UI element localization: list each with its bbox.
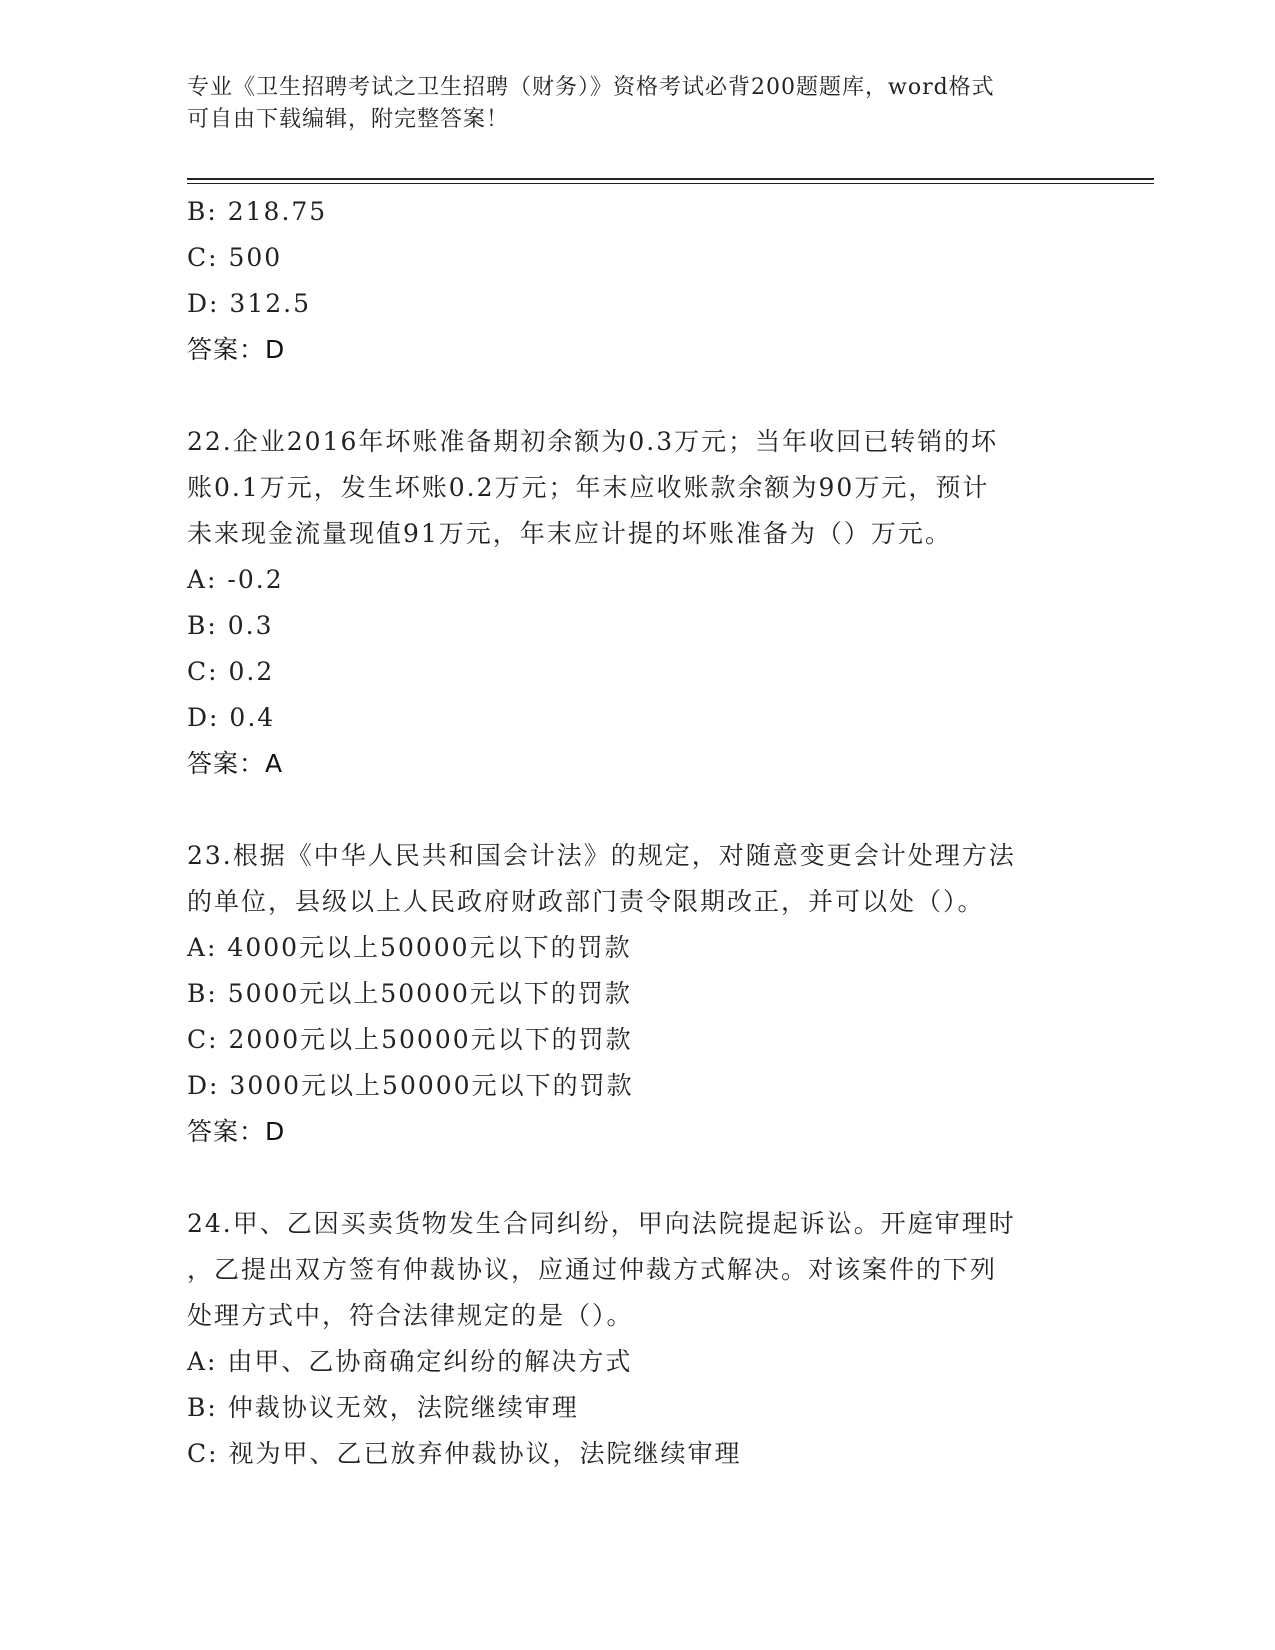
option-b: B: 0.3 xyxy=(187,611,274,640)
question-text: 未来现金流量现值91万元，年末应计提的坏账准备为（）万元。 xyxy=(187,519,952,548)
question-21-tail xyxy=(187,189,1087,373)
answer-line: 答案：A xyxy=(187,749,284,778)
question-text: ，乙提出双方签有仲裁协议，应通过仲裁方式解决。对该案件的下列 xyxy=(187,1255,998,1284)
option-b: B: 218.75 xyxy=(187,197,328,226)
header-rule-thick xyxy=(187,178,1154,180)
question-text: 的单位，县级以上人民政府财政部门责令限期改正，并可以处（）。 xyxy=(187,887,985,916)
question-list xyxy=(187,189,1087,1477)
option-d: D: 0.4 xyxy=(187,703,276,732)
header-rule-thin xyxy=(187,183,1154,184)
question-22 xyxy=(187,419,1087,787)
option-c: C: 500 xyxy=(187,243,283,272)
option-b: B: 5000元以上50000元以下的罚款 xyxy=(187,979,632,1008)
option-b: B: 仲裁协议无效，法院继续审理 xyxy=(187,1393,579,1422)
option-c: C: 0.2 xyxy=(187,657,275,686)
question-text: 处理方式中，符合法律规定的是（）。 xyxy=(187,1301,634,1330)
answer-line: 答案：D xyxy=(187,1117,286,1146)
option-a: A: -0.2 xyxy=(187,565,284,594)
question-text: 23.根据《中华人民共和国会计法》的规定，对随意变更会计处理方法 xyxy=(187,841,1016,870)
document-header xyxy=(187,72,1087,136)
option-a: A: 由甲、乙协商确定纠纷的解决方式 xyxy=(187,1347,633,1376)
question-23 xyxy=(187,833,1087,1155)
option-c: C: 2000元以上50000元以下的罚款 xyxy=(187,1025,633,1054)
question-text: 24.甲、乙因买卖货物发生合同纠纷，甲向法院提起诉讼。开庭审理时 xyxy=(187,1209,1016,1238)
question-text: 22.企业2016年坏账准备期初余额为0.3万元；当年收回已转销的坏 xyxy=(187,427,999,456)
spacer xyxy=(187,373,1087,419)
option-c: C: 视为甲、乙已放弃仲裁协议，法院继续审理 xyxy=(187,1439,742,1468)
option-a: A: 4000元以上50000元以下的罚款 xyxy=(187,933,632,962)
question-24 xyxy=(187,1201,1087,1477)
header-line-1: 专业《卫生招聘考试之卫生招聘（财务）》资格考试必背200题题库，word格式 xyxy=(187,75,995,100)
question-text: 账0.1万元，发生坏账0.2万元；年末应收账款余额为90万元，预计 xyxy=(187,473,990,502)
option-d: D: 312.5 xyxy=(187,289,311,318)
header-line-2: 可自由下载编辑，附完整答案！ xyxy=(187,107,510,132)
answer-line: 答案：D xyxy=(187,335,286,364)
spacer xyxy=(187,787,1087,833)
spacer xyxy=(187,1155,1087,1201)
option-d: D: 3000元以上50000元以下的罚款 xyxy=(187,1071,634,1100)
